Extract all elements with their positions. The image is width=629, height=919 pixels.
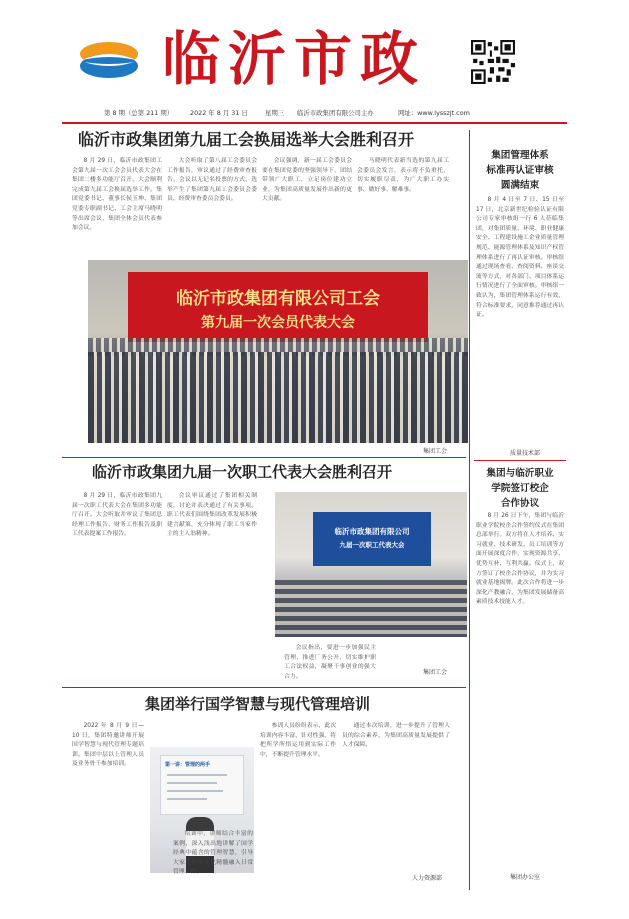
company-logo-icon [78,40,140,80]
group-photo-people [88,352,468,443]
article2-col2: 会议审议通过了集团相关制度，讨论并表决通过了有关事项。职工代表们围绕集团改革发展积极建言献策，充分体现了职工当家作主的主人翁精神。 [167,493,257,538]
sidebar-item1-headline-line1: 集团管理体系 [491,150,549,161]
article2-col3: 会议指出，要进一步加强民主管理，推进厂务公开，切实维护职工合法权益，凝聚干事创业的强大合力。 [284,645,376,680]
article-divider [62,457,466,458]
sidebar-item2-text: 8 月 26 日下午，集团与临沂职业学院校企合作签约仪式在集团总部举行。双方将在人才培养、实习就业、技术研发、员工培训等方面开展深度合作，实现资源共享、优势互补、互利共赢。仪式上，双方签订了校企合作协议，并为实习就业基地揭牌。此次合作将进一步深化产教融合，为集团发展储备高素质技术技能人才。 [476,513,564,606]
article3-headline: 集团举行国学智慧与现代管理培训 [145,695,371,713]
screen-line1: 临沂市政集团有限公司 [334,527,410,536]
qr-code-icon [471,40,515,84]
banner-line1: 临沂市政集团有限公司工会 [176,289,380,309]
event-banner [128,272,428,342]
sidebar-item1-source: 质量技术部 [510,450,541,457]
article3-col4: 通过本次培训，进一步提升了管理人员的综合素养，为集团高质量发展提供了人才保障。 [342,723,450,749]
sidebar-divider [474,460,566,461]
article3-col1: 2022 年 8 月 9 日—10 日，集团特邀讲师开展国学智慧与现代管理专题培训。集团中层以上管理人员及业务骨干参加培训。 [72,723,144,768]
issue-weekday: 星期三 [265,109,285,117]
sidebar-item2-source: 集团办公室 [510,874,541,881]
sidebar-item1-headline-line3: 圆满结束 [500,180,540,191]
article1-col1: 8 月 29 日，临沂市政集团工会第九届一次工会会员代表大会在集团二楼多功能厅召开。大会顺利完成第九届工会换届选举工作。集团党委书记、董事长侯玉坤、集团党委专职副书记、工会主席马晓明等出席会议，集团全体会员代表参加会议。 [72,158,162,232]
sidebar-item2-headline-line1: 集团与临沂职业 [486,468,554,479]
slide-title: 第一讲：管理的两手 [165,762,211,768]
audience-rows [275,580,467,637]
sidebar-item1-headline [474,148,566,193]
article2-source: 集团工会 [423,669,448,676]
article1-col4: 马晓明代表新当选的第九届工会委员会发言，表示将不负重托，切实履职尽责，为广大职工办实事、做好事、解难事。 [357,158,449,193]
article1-photo [88,260,468,443]
slide-text-line [167,798,207,800]
masthead [0,0,629,104]
sidebar-item1-text: 8 月 4 日至 7 日、15 日至 17 日，北京新世纪检验认证有限公司专家审核组一行 6 人莅临集团，对集团质量、环境、职业健康安全、工程建设施工企业质量管理规范、能源管理体系及知识产权管理体系进行了再认证审核。审核组通过现场查看、查阅资料、座谈交流等方式，对各部门、项目体系运行情况进行了全面审核。审核组一致认为，集团管理体系运行有效，符合标准要求，同意推荐通过再认证。 [476,197,564,319]
article3-col3: 参训人员纷纷表示，此次培训内容丰富、针对性强，将把所学所悟运用到实际工作中，不断提升管理水平。 [260,723,336,758]
article1-source: 集团工会 [423,448,448,455]
article1-headline: 临沂市政集团第九届工会换届选举大会胜利召开 [78,130,415,149]
issue-date: 2022 年 8 月 31 日 [190,109,248,117]
newspaper-title: 临沂市政 [162,25,427,93]
article2-headline: 临沂市政集团九届一次职工代表大会胜利召开 [92,463,393,481]
sidebar-item2-headline-line2: 学院签订校企 [491,483,549,494]
slide-text-line [167,774,227,776]
sidebar-item1-headline-line2: 标准再认证审核 [486,165,554,176]
masthead-rule [62,122,567,124]
slide-text-line [167,782,217,784]
issue-bar [62,106,567,120]
banner-line2: 第九届一次会员代表大会 [201,315,355,331]
article2-col1: 8 月 29 日，临沂市政集团九届一次职工代表大会在集团多功能厅召开。大会听取并审议了集团总经理工作报告、财务工作报告及职工代表提案工作报告。 [72,493,162,538]
article1-col3: 会议强调，新一届工会委员会要在集团党委的坚强领导下，团结带领广大职工，立足岗位建功立业，为集团高质量发展作出新的更大贡献。 [262,158,352,203]
article-divider [62,687,466,688]
article3-source: 人力资源部 [412,875,443,882]
publisher: 临沂市政集团有限公司主办 [297,109,374,117]
sidebar-item2-headline [474,466,566,511]
column-divider [469,130,470,890]
slide-text-line [167,790,223,792]
website[interactable]: 网址：www.lysszjt.com [398,109,470,117]
screen-line2: 九届一次职工代表大会 [339,541,405,549]
presentation-slide [160,755,244,815]
issue-number: 第 8 期（总第 211 期） [104,109,174,117]
article2-photo [275,492,467,637]
article1-col2: 大会听取了第八届工会委员会工作报告，审议通过了经费审查报告。会议以无记名投票的方式，选举产生了集团第九届工会委员会委员、经费审查委员会委员。 [167,158,257,203]
sidebar-item2-headline-line3: 合作协议 [500,498,540,509]
stage-screen [313,512,431,566]
article3-col2: 培训中，讲师结合丰富的案例，深入浅出地讲解了国学经典中蕴含的管理智慧，引导大家将传统文化精髓融入日常管理工作。 [173,831,253,876]
